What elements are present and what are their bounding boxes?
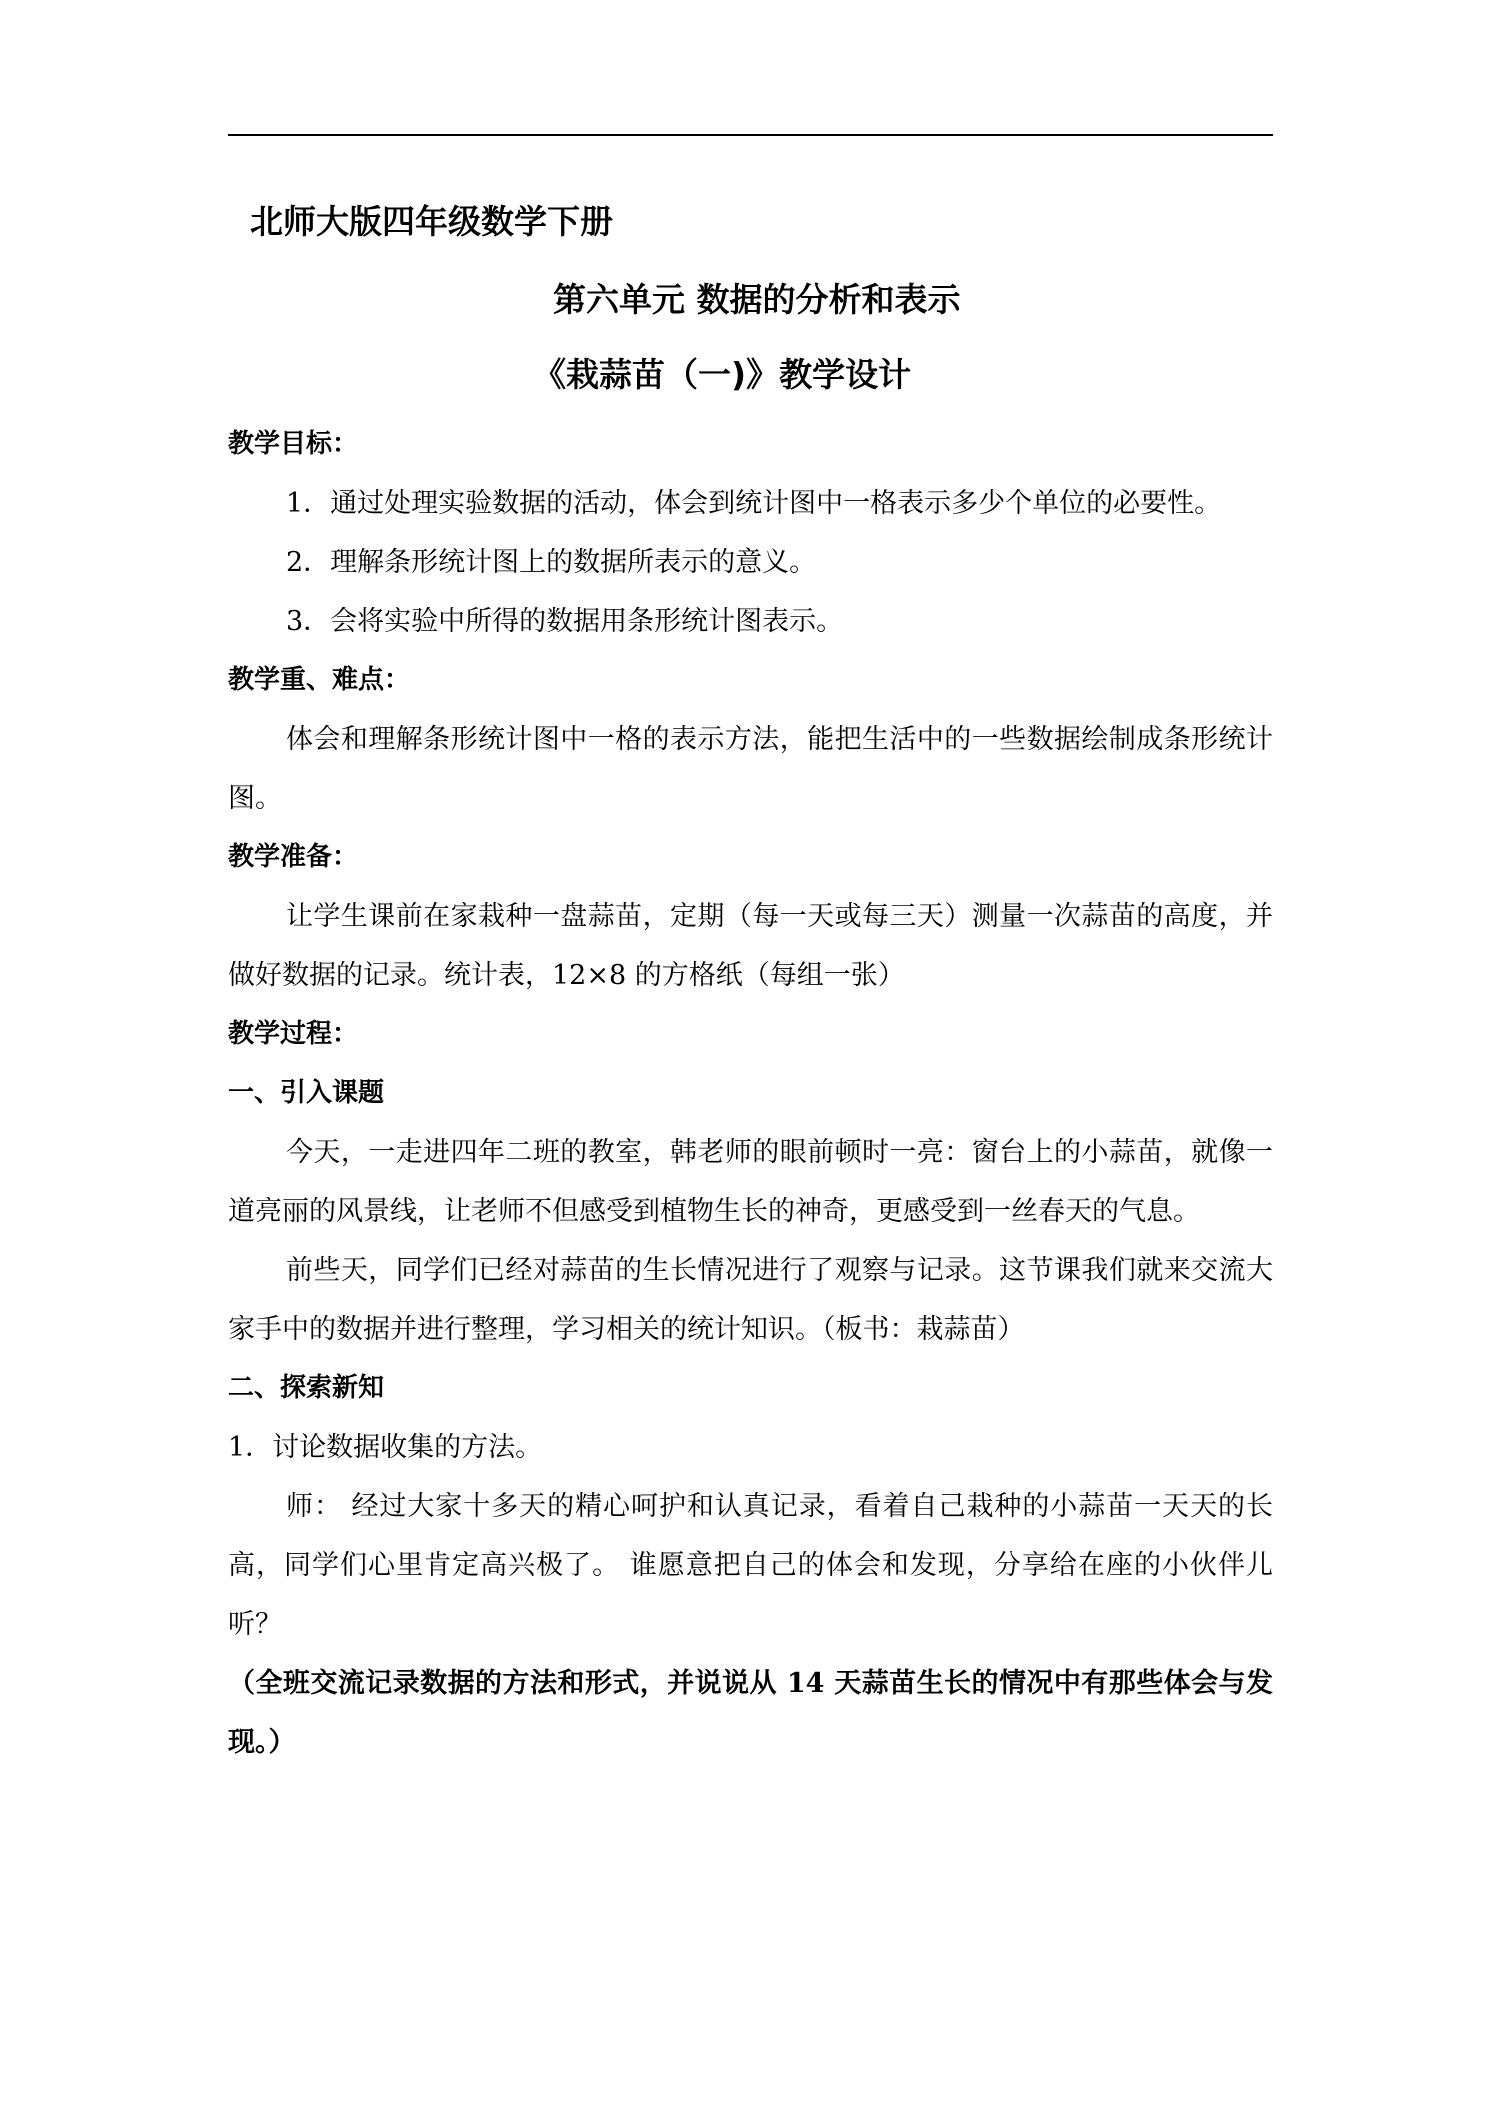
intro-paragraph: 今天，一走进四年二班的教室，韩老师的眼前顿时一亮：窗台上的小蒜苗，就像一道亮丽的风景线，让老师不但感受到植物生长的神奇，更感受到一丝春天的气息。 bbox=[228, 1137, 1273, 1227]
intro-paragraph: 前些天，同学们已经对蒜苗的生长情况进行了观察与记录。这节课我们就来交流大家手中的数据并进行整理，学习相关的统计知识。（板书：栽蒜苗） bbox=[228, 1255, 1273, 1345]
section-heading-intro: 一、引入课题 bbox=[228, 1078, 385, 1108]
preparation-text: 让学生课前在家栽种一盘蒜苗，定期（每一天或每三天）测量一次蒜苗的高度，并做好数据的记录。统计表，12×8 的方格纸（每组一张） bbox=[228, 901, 1273, 991]
unit-title: 第六单元 数据的分析和表示 bbox=[553, 280, 961, 319]
key-points-heading: 教学重、难点： bbox=[228, 665, 411, 695]
objectives-heading: 教学目标： bbox=[228, 429, 359, 459]
class-activity-note: （全班交流记录数据的方法和形式，并说说从 14 天蒜苗生长的情况中有那些体会与发现。） bbox=[228, 1668, 1273, 1758]
section-heading-explore: 二、探索新知 bbox=[228, 1373, 385, 1403]
step-heading: 1．讨论数据收集的方法。 bbox=[228, 1432, 543, 1463]
process-heading: 教学过程： bbox=[228, 1019, 359, 1049]
objective-item: 3．会将实验中所得的数据用条形统计图表示。 bbox=[286, 606, 844, 637]
preparation-heading: 教学准备： bbox=[228, 842, 359, 872]
teacher-speech: 师： 经过大家十多天的精心呵护和认真记录，看着自己栽种的小蒜苗一天天的长高，同学们心里肯定高兴极了。 谁愿意把自己的体会和发现，分享给在座的小伙伴儿听？ bbox=[228, 1491, 1273, 1640]
key-points-text: 体会和理解条形统计图中一格的表示方法，能把生活中的一些数据绘制成条形统计图。 bbox=[228, 724, 1273, 814]
document-body bbox=[228, 192, 1273, 1772]
subject-title: 北师大版四年级数学下册 bbox=[250, 202, 613, 241]
objective-item: 1．通过处理实验数据的活动，体会到统计图中一格表示多少个单位的必要性。 bbox=[286, 488, 1222, 519]
lesson-title: 《栽蒜苗（一)》教学设计 bbox=[533, 355, 912, 394]
header-rule bbox=[228, 134, 1273, 136]
objective-item: 2．理解条形统计图上的数据所表示的意义。 bbox=[286, 547, 817, 578]
